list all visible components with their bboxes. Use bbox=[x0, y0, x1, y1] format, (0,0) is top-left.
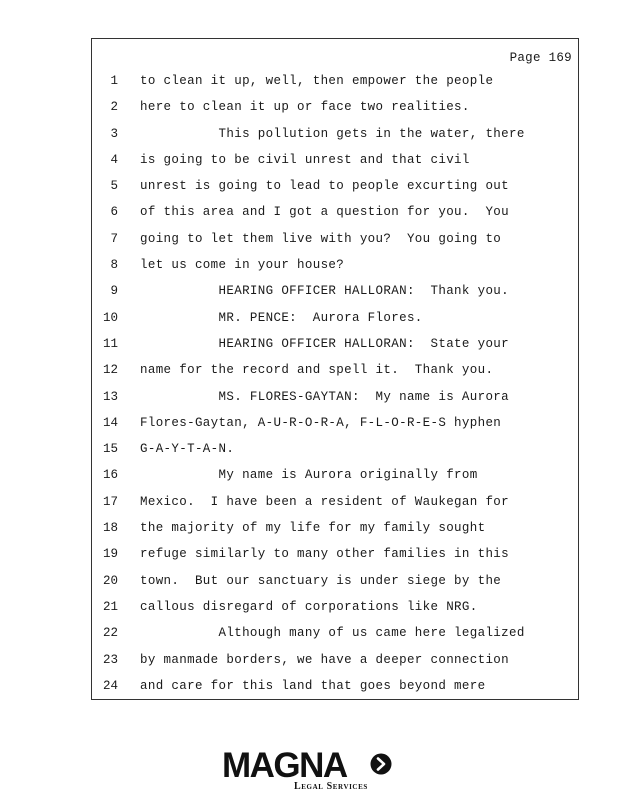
transcript-line bbox=[92, 178, 578, 204]
transcript-line bbox=[92, 204, 578, 230]
line-number: 12 bbox=[102, 363, 118, 378]
transcript-line bbox=[92, 678, 578, 704]
line-text: Although many of us came here legalized bbox=[140, 626, 525, 641]
line-number: 7 bbox=[110, 231, 118, 246]
transcript-line bbox=[92, 336, 578, 362]
transcript-line bbox=[92, 283, 578, 309]
line-number: 16 bbox=[102, 468, 118, 483]
line-text: unrest is going to lead to people excurting out bbox=[140, 179, 510, 194]
line-number: 3 bbox=[110, 126, 118, 141]
line-number: 13 bbox=[102, 389, 118, 404]
transcript-line bbox=[92, 599, 578, 625]
transcript-line bbox=[92, 467, 578, 493]
line-number: 5 bbox=[110, 179, 118, 194]
line-text: callous disregard of corporations like NRG. bbox=[140, 599, 478, 614]
line-text: This pollution gets in the water, there bbox=[140, 126, 525, 141]
transcript-line bbox=[92, 152, 578, 178]
line-number: 8 bbox=[110, 258, 118, 273]
transcript-line bbox=[92, 520, 578, 546]
line-text: refuge similarly to many other families in this bbox=[140, 547, 510, 562]
line-number: 17 bbox=[102, 494, 118, 509]
magna-logo bbox=[222, 748, 402, 794]
line-text: Flores-Gaytan, A-U-R-O-R-A, F-L-O-R-E-S hyphen bbox=[140, 415, 502, 430]
line-number: 23 bbox=[102, 652, 118, 667]
line-text: the majority of my life for my family sought bbox=[140, 521, 486, 536]
logo-subtext: Legal Services bbox=[294, 781, 368, 792]
transcript-line bbox=[92, 494, 578, 520]
line-number: 18 bbox=[102, 521, 118, 536]
line-number: 14 bbox=[102, 415, 118, 430]
line-number: 15 bbox=[102, 442, 118, 457]
circle-arrow-icon bbox=[370, 753, 392, 775]
line-text: by manmade borders, we have a deeper connection bbox=[140, 652, 510, 667]
line-number: 1 bbox=[110, 74, 118, 88]
line-number: 10 bbox=[102, 310, 118, 325]
line-number: 6 bbox=[110, 205, 118, 220]
line-number: 11 bbox=[102, 336, 118, 351]
transcript-line bbox=[92, 652, 578, 678]
transcript-line bbox=[92, 310, 578, 336]
line-text: name for the record and spell it. Thank you. bbox=[140, 363, 494, 378]
line-number: 24 bbox=[102, 678, 118, 693]
line-text: HEARING OFFICER HALLORAN: Thank you. bbox=[140, 284, 510, 299]
transcript-line bbox=[92, 625, 578, 651]
line-text: going to let them live with you? You going to bbox=[140, 231, 502, 246]
line-text: of this area and I got a question for you. You bbox=[140, 205, 510, 220]
line-text: town. But our sanctuary is under siege by the bbox=[140, 573, 502, 588]
transcript-line bbox=[92, 231, 578, 257]
page-number: Page 169 bbox=[509, 51, 572, 65]
line-text: here to clean it up or face two realities. bbox=[140, 100, 470, 115]
line-number: 4 bbox=[110, 152, 118, 167]
line-text: G-A-Y-T-A-N. bbox=[140, 442, 235, 457]
line-number: 20 bbox=[102, 573, 118, 588]
line-number: 2 bbox=[110, 100, 118, 115]
line-text: and care for this land that goes beyond mere bbox=[140, 678, 486, 693]
transcript-line bbox=[92, 546, 578, 572]
line-number: 21 bbox=[102, 599, 118, 614]
logo-wordmark: MAGNA bbox=[222, 746, 347, 785]
line-text: My name is Aurora originally from bbox=[140, 468, 478, 483]
transcript-line bbox=[92, 362, 578, 388]
transcript-page bbox=[91, 38, 579, 700]
transcript-line bbox=[92, 99, 578, 125]
transcript-line bbox=[92, 257, 578, 283]
line-text: to clean it up, well, then empower the people bbox=[140, 74, 494, 88]
line-number: 19 bbox=[102, 547, 118, 562]
transcript-line bbox=[92, 573, 578, 599]
line-text: HEARING OFFICER HALLORAN: State your bbox=[140, 336, 510, 351]
transcript-line bbox=[92, 126, 578, 152]
transcript-lines bbox=[92, 73, 578, 704]
line-number: 22 bbox=[102, 626, 118, 641]
transcript-line bbox=[92, 415, 578, 441]
transcript-line bbox=[92, 441, 578, 467]
transcript-line bbox=[92, 73, 578, 99]
line-text: is going to be civil unrest and that civil bbox=[140, 152, 470, 167]
line-text: MS. FLORES-GAYTAN: My name is Aurora bbox=[140, 389, 510, 404]
line-text: let us come in your house? bbox=[140, 258, 345, 273]
line-text: MR. PENCE: Aurora Flores. bbox=[140, 310, 423, 325]
line-number: 9 bbox=[110, 284, 118, 299]
transcript-line bbox=[92, 389, 578, 415]
line-text: Mexico. I have been a resident of Waukegan for bbox=[140, 494, 510, 509]
